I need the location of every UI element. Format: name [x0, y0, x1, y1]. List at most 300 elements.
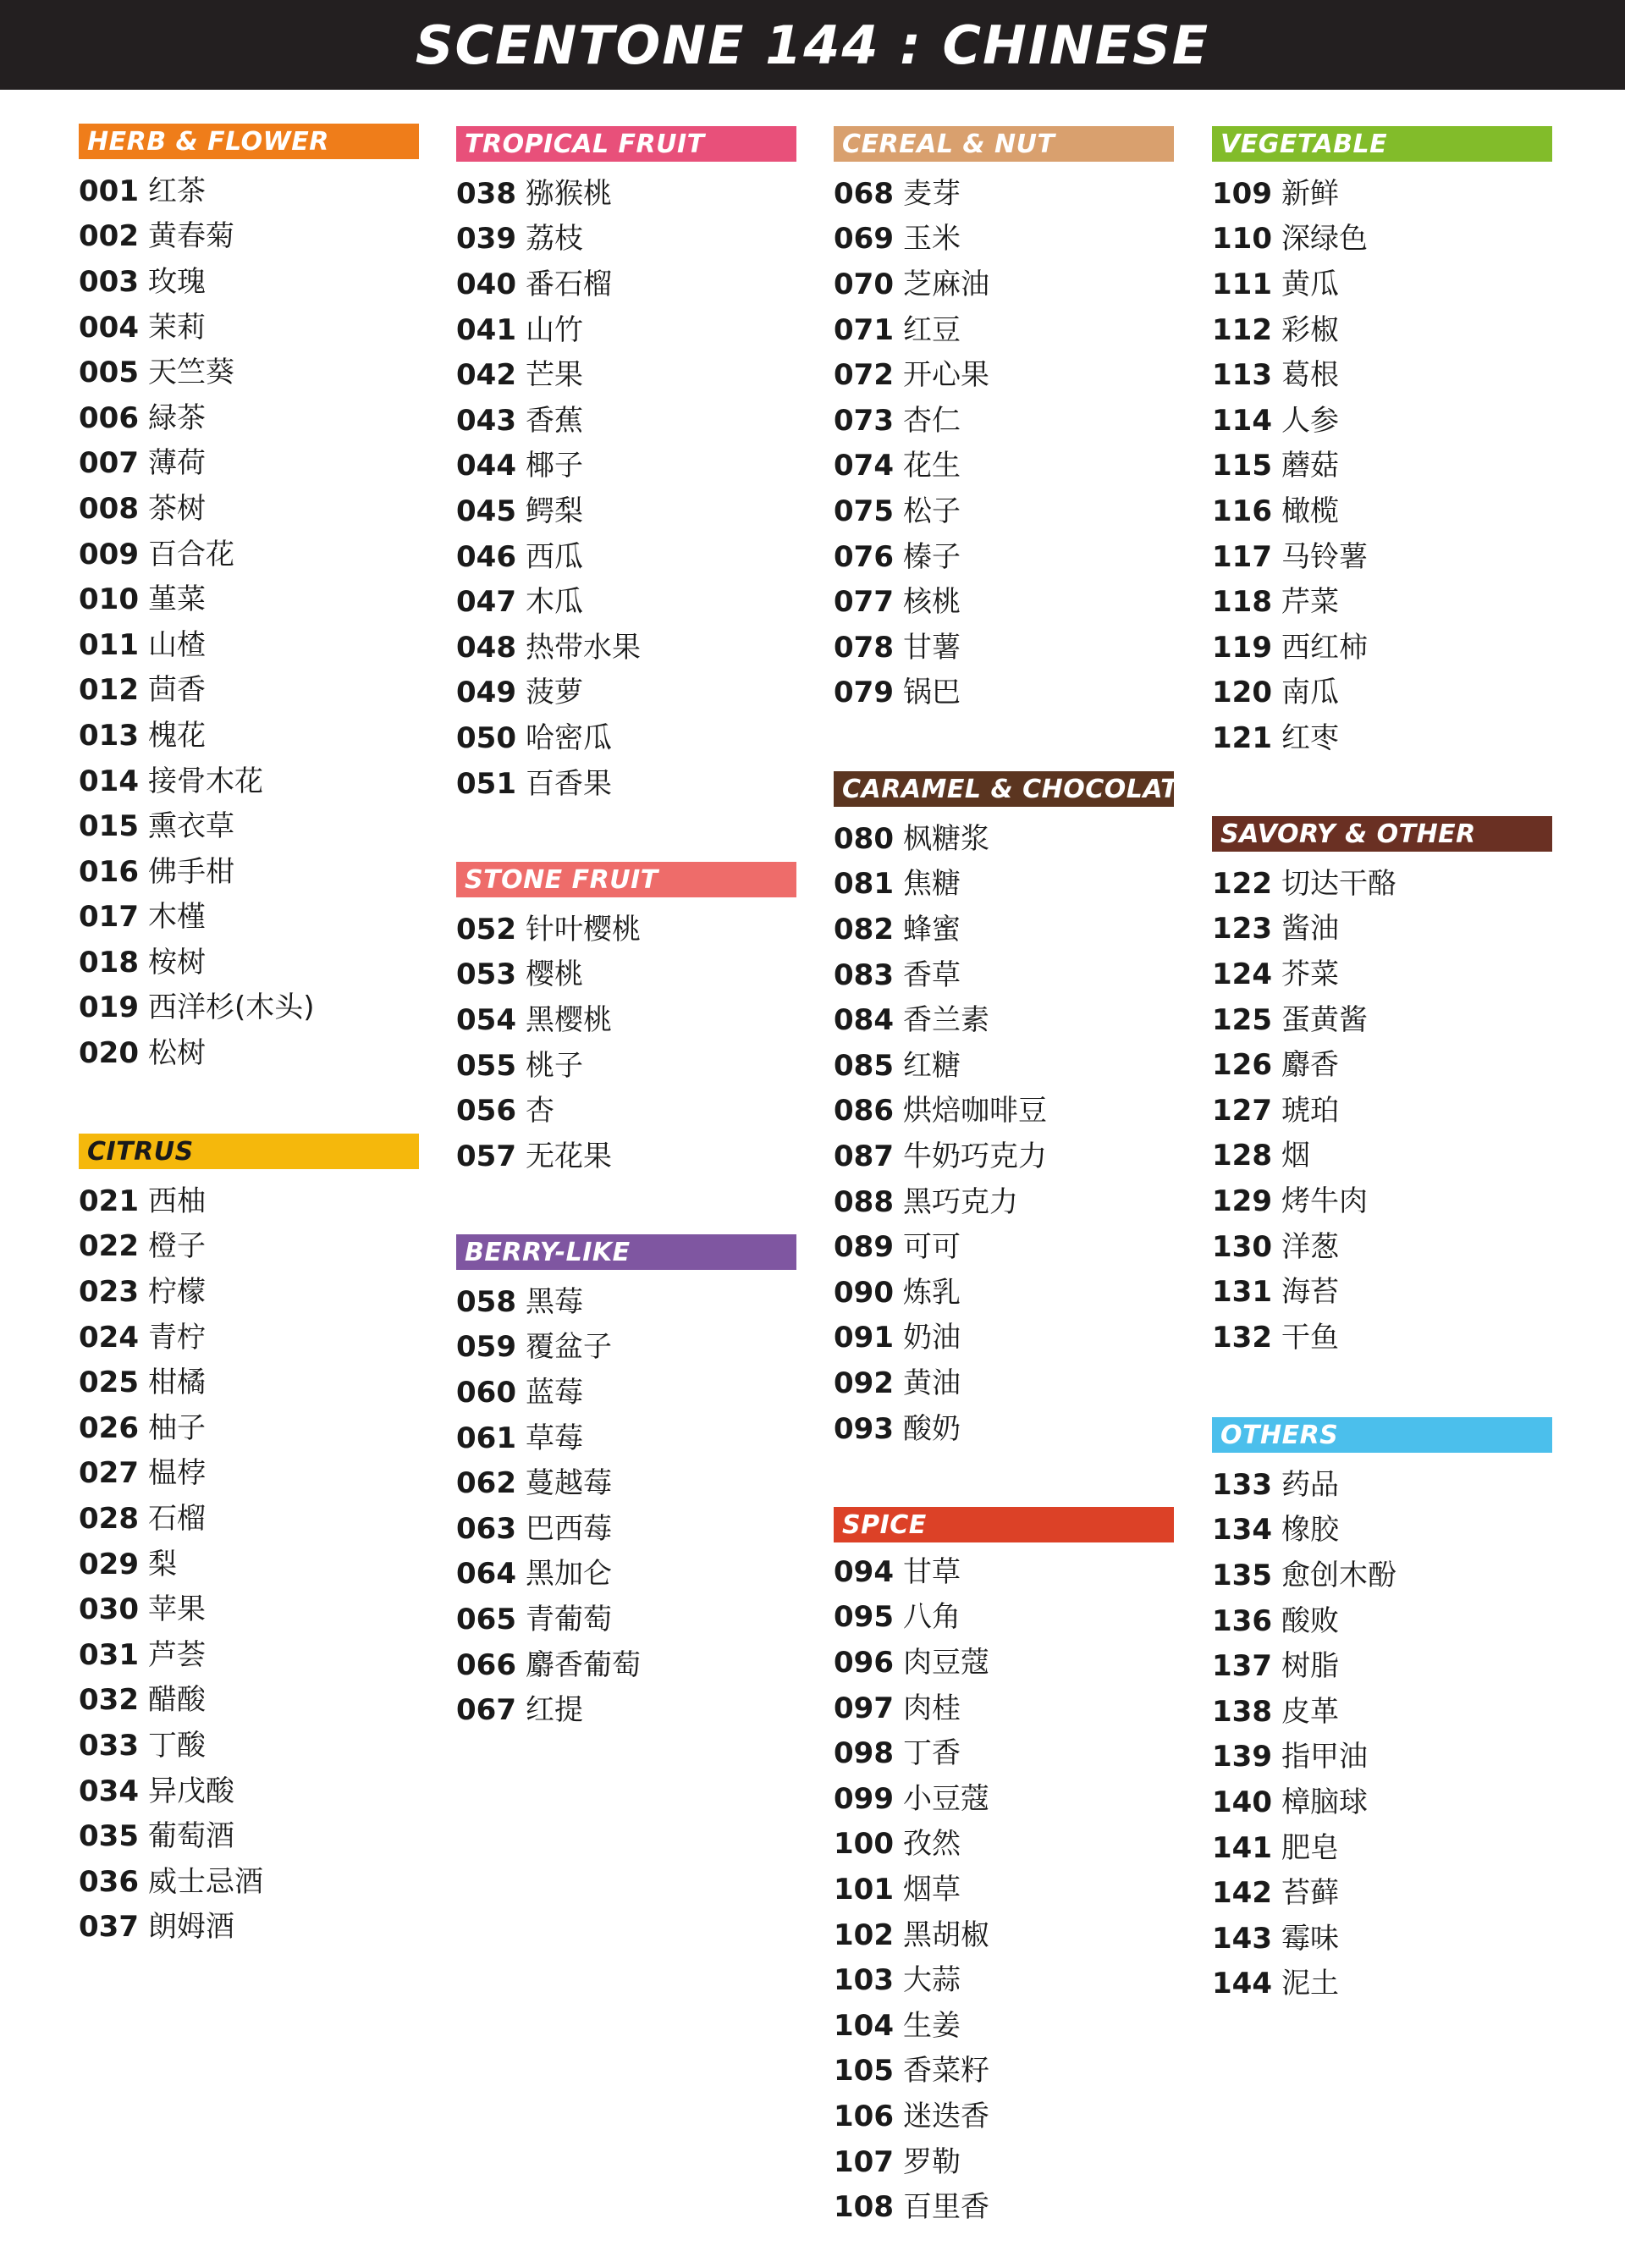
scent-name: 百合花	[148, 537, 234, 571]
scent-item	[1212, 670, 1552, 716]
scent-name: 堇菜	[148, 582, 206, 617]
scent-name: 深绿色	[1281, 222, 1368, 257]
scent-number: 053	[456, 957, 516, 992]
scent-item	[834, 1822, 1174, 1868]
scent-item	[79, 1769, 419, 1814]
section-header	[834, 1507, 1174, 1542]
scent-item	[834, 1549, 1174, 1595]
scent-item	[834, 907, 1174, 952]
scent-item	[456, 715, 796, 761]
scent-name: 百香果	[526, 766, 612, 801]
scent-name: 酱油	[1281, 912, 1339, 946]
scent-item	[79, 1723, 419, 1769]
scent-name: 黑胡椒	[903, 1918, 989, 1952]
scent-name: 黄瓜	[1281, 267, 1339, 301]
scent-item	[834, 1640, 1174, 1686]
scent-name: 无花果	[526, 1139, 612, 1173]
scent-item	[79, 849, 419, 895]
section-title: HERB & FLOWER	[87, 126, 329, 157]
scent-item	[456, 1279, 796, 1325]
scent-number: 113	[1212, 358, 1272, 393]
scent-name: 蘑菇	[1281, 449, 1339, 483]
scent-item	[834, 1730, 1174, 1776]
scent-item	[1212, 1689, 1552, 1735]
scent-number: 034	[79, 1774, 139, 1808]
scent-name: 槐花	[148, 718, 206, 753]
scent-item	[79, 168, 419, 214]
scent-name: 芥菜	[1281, 957, 1339, 991]
scent-number: 126	[1212, 1048, 1272, 1083]
scent-name: 药品	[1281, 1467, 1339, 1502]
scent-item	[79, 803, 419, 849]
scent-name: 烘焙咖啡豆	[903, 1094, 1047, 1128]
scent-item	[79, 1542, 419, 1587]
scent-name: 苹果	[148, 1592, 206, 1627]
scent-name: 山竹	[526, 312, 583, 347]
scent-item	[1212, 1916, 1552, 1962]
scent-number: 017	[79, 900, 139, 935]
scent-name: 南瓜	[1281, 676, 1339, 710]
scent-item	[834, 352, 1174, 398]
scent-number: 107	[834, 2144, 894, 2179]
scent-name: 霉味	[1281, 1921, 1339, 1956]
scent-number: 022	[79, 1229, 139, 1264]
scent-number: 119	[1212, 630, 1272, 665]
scent-number: 025	[79, 1366, 139, 1400]
scent-name: 石榴	[148, 1501, 206, 1536]
scent-number: 081	[834, 867, 894, 902]
scent-name: 芝麻油	[903, 267, 989, 301]
scent-item	[834, 1224, 1174, 1270]
scent-number: 120	[1212, 676, 1272, 710]
scent-name: 西洋杉(木头)	[148, 991, 315, 1025]
scent-item	[79, 1586, 419, 1632]
scent-name: 朗姆酒	[148, 1910, 234, 1945]
scent-number: 039	[456, 222, 516, 257]
scent-number: 072	[834, 358, 894, 393]
scent-name: 黄油	[903, 1366, 961, 1400]
scent-item	[1212, 952, 1552, 997]
scent-name: 树脂	[1281, 1649, 1339, 1684]
scent-name: 柠檬	[148, 1274, 206, 1309]
scent-list	[79, 1178, 419, 1950]
scent-number: 067	[456, 1693, 516, 1728]
scent-name: 哈密瓜	[526, 720, 612, 755]
scent-number: 096	[834, 1645, 894, 1680]
scent-item	[834, 1776, 1174, 1822]
scent-list	[1212, 861, 1552, 1360]
scent-item	[1212, 1553, 1552, 1598]
scent-name: 大蒜	[903, 1963, 961, 1998]
scent-number: 082	[834, 912, 894, 946]
scent-name: 柚子	[148, 1410, 206, 1445]
scent-item	[79, 1315, 419, 1360]
scent-item	[1212, 715, 1552, 761]
scent-item	[456, 1460, 796, 1506]
scent-number: 087	[834, 1139, 894, 1173]
scent-number: 066	[456, 1647, 516, 1682]
scent-item	[456, 217, 796, 262]
scent-number: 084	[834, 1003, 894, 1038]
scent-number: 106	[834, 2099, 894, 2133]
scent-number: 011	[79, 627, 139, 662]
scent-number: 131	[1212, 1275, 1272, 1310]
scent-number: 043	[456, 403, 516, 438]
scent-item	[79, 1224, 419, 1270]
scent-item	[834, 1595, 1174, 1641]
scent-list	[456, 907, 796, 1179]
scent-name: 炼乳	[903, 1275, 961, 1310]
scent-number: 021	[79, 1184, 139, 1218]
scent-item	[456, 997, 796, 1043]
scent-number: 005	[79, 356, 139, 390]
scent-number: 009	[79, 537, 139, 571]
scent-item	[1212, 625, 1552, 670]
scent-number: 062	[456, 1466, 516, 1501]
scent-number: 024	[79, 1320, 139, 1355]
scent-item	[834, 171, 1174, 217]
scent-name: 覆盆子	[526, 1330, 612, 1365]
scent-number: 048	[456, 630, 516, 665]
scent-item	[79, 350, 419, 395]
scent-number: 061	[456, 1421, 516, 1455]
scent-number: 115	[1212, 449, 1272, 483]
scent-item	[79, 395, 419, 441]
scent-name: 丁香	[903, 1736, 961, 1771]
scent-name: 芹菜	[1281, 585, 1339, 620]
scent-number: 037	[79, 1910, 139, 1945]
scent-name: 接骨木花	[148, 764, 263, 798]
scent-item	[834, 1134, 1174, 1179]
section-header	[456, 862, 796, 897]
scent-name: 樟脑球	[1281, 1785, 1368, 1819]
scent-name: 彩椒	[1281, 312, 1339, 347]
scent-list	[79, 168, 419, 1076]
scent-name: 甘薯	[903, 630, 961, 665]
scent-name: 蜂蜜	[903, 912, 961, 946]
scent-name: 醋酸	[148, 1683, 206, 1718]
scent-name: 锅巴	[903, 676, 961, 710]
scent-number: 123	[1212, 912, 1272, 946]
scent-item	[79, 1451, 419, 1497]
scent-name: 天竺葵	[148, 356, 234, 390]
scent-name: 葛根	[1281, 358, 1339, 393]
section-header	[79, 124, 419, 159]
scent-item	[834, 217, 1174, 262]
scent-name: 黑莓	[526, 1284, 583, 1319]
scent-name: 杏	[526, 1094, 554, 1128]
scent-number: 138	[1212, 1694, 1272, 1729]
scent-name: 迷迭香	[903, 2099, 989, 2133]
scent-name: 木槿	[148, 900, 206, 935]
scent-name: 芒果	[526, 358, 583, 393]
scent-name: 威士忌酒	[148, 1864, 263, 1899]
scent-name: 柑橘	[148, 1366, 206, 1400]
scent-name: 黑巧克力	[903, 1184, 1018, 1219]
section-herb-flower	[79, 124, 419, 1076]
scent-number: 026	[79, 1410, 139, 1445]
scent-number: 125	[1212, 1002, 1272, 1037]
scent-name: 皮革	[1281, 1694, 1339, 1729]
scent-name: 红枣	[1281, 720, 1339, 755]
scent-number: 036	[79, 1864, 139, 1899]
scent-name: 梨	[148, 1547, 177, 1581]
scent-item	[834, 952, 1174, 998]
scent-item	[79, 759, 419, 804]
section-title: CARAMEL & CHOCOLATE	[842, 774, 1197, 804]
section-title: STONE FRUIT	[465, 864, 658, 895]
scent-item	[1212, 1269, 1552, 1315]
scent-name: 百里香	[903, 2190, 989, 2225]
scent-name: 酸奶	[903, 1411, 961, 1446]
scent-name: 红豆	[903, 312, 961, 347]
scent-name: 红糖	[903, 1048, 961, 1083]
scent-number: 135	[1212, 1558, 1272, 1592]
scent-item	[834, 1270, 1174, 1316]
scent-item	[456, 952, 796, 998]
section-header	[456, 126, 796, 162]
scent-item	[834, 307, 1174, 353]
scent-item	[1212, 307, 1552, 353]
scent-item	[834, 2139, 1174, 2185]
section-cereal-nut	[834, 126, 1174, 715]
scent-name: 花生	[903, 449, 961, 483]
scent-number: 121	[1212, 720, 1272, 755]
scent-name: 甘草	[903, 1554, 961, 1589]
scent-name: 酸败	[1281, 1603, 1339, 1638]
section-header	[834, 771, 1197, 807]
scent-number: 063	[456, 1511, 516, 1546]
scent-number: 076	[834, 539, 894, 574]
scent-item	[79, 1269, 419, 1315]
scent-number: 091	[834, 1321, 894, 1355]
scent-number: 030	[79, 1592, 139, 1627]
scent-item	[1212, 398, 1552, 444]
scent-number: 093	[834, 1411, 894, 1446]
scent-name: 青葡萄	[526, 1602, 612, 1636]
scent-item	[1212, 262, 1552, 307]
section-tropical-fruit	[456, 126, 796, 806]
scent-item	[1212, 352, 1552, 398]
scent-item	[834, 1360, 1174, 1406]
scent-name: 葡萄酒	[148, 1819, 234, 1854]
scent-item	[834, 1316, 1174, 1361]
scent-name: 泥土	[1281, 1967, 1339, 2001]
scent-number: 068	[834, 176, 894, 211]
scent-name: 玫瑰	[148, 264, 206, 299]
scent-number: 132	[1212, 1320, 1272, 1355]
section-header	[1212, 126, 1552, 162]
scent-number: 035	[79, 1819, 139, 1854]
scent-item	[456, 171, 796, 217]
scent-number: 045	[456, 494, 516, 528]
scent-name: 番石榴	[526, 267, 612, 301]
scent-number: 124	[1212, 957, 1272, 991]
scent-number: 070	[834, 267, 894, 301]
scent-number: 139	[1212, 1740, 1272, 1774]
scent-item	[79, 441, 419, 487]
scent-name: 红提	[526, 1693, 583, 1728]
scent-name: 西红柿	[1281, 630, 1368, 665]
scent-number: 008	[79, 491, 139, 526]
scent-name: 松树	[148, 1036, 206, 1071]
scent-name: 蛋黄酱	[1281, 1002, 1368, 1037]
scent-number: 079	[834, 676, 894, 710]
scent-number: 040	[456, 267, 516, 301]
scent-name: 榛子	[903, 539, 961, 574]
scent-list	[1212, 1462, 1552, 2006]
scent-number: 143	[1212, 1921, 1272, 1956]
scent-item	[834, 1406, 1174, 1452]
scent-name: 丁酸	[148, 1728, 206, 1763]
scent-number: 064	[456, 1557, 516, 1592]
title-bar	[0, 0, 1625, 90]
scent-name: 香菜籽	[903, 2054, 989, 2089]
scent-number: 054	[456, 1002, 516, 1037]
scent-name: 烟草	[903, 1872, 961, 1907]
scent-item	[456, 534, 796, 580]
scent-name: 香草	[903, 957, 961, 992]
scent-number: 097	[834, 1691, 894, 1725]
scent-number: 129	[1212, 1184, 1272, 1218]
scent-number: 141	[1212, 1830, 1272, 1865]
scent-item	[1212, 171, 1552, 217]
scent-item	[834, 488, 1174, 534]
scent-name: 樱桃	[526, 957, 583, 992]
scent-item	[456, 1325, 796, 1371]
scent-item	[79, 985, 419, 1031]
scent-number: 038	[456, 176, 516, 211]
scent-item	[456, 579, 796, 625]
scent-item	[834, 625, 1174, 670]
scent-number: 033	[79, 1728, 139, 1763]
scent-name: 香兰素	[903, 1003, 989, 1038]
scent-item	[79, 1360, 419, 1405]
scent-name: 巴西莓	[526, 1511, 612, 1546]
scent-name: 罗勒	[903, 2144, 961, 2179]
scent-name: 切达干酪	[1281, 866, 1396, 901]
scent-number: 094	[834, 1554, 894, 1589]
scent-number: 142	[1212, 1876, 1272, 1911]
scent-item	[834, 997, 1174, 1043]
scent-item	[1212, 1508, 1552, 1553]
scent-number: 095	[834, 1600, 894, 1635]
scent-item	[79, 1405, 419, 1451]
scent-item	[834, 398, 1174, 444]
scent-name: 山楂	[148, 627, 206, 662]
scent-item	[834, 444, 1174, 489]
scent-name: 松子	[903, 494, 961, 528]
scent-number: 075	[834, 494, 894, 528]
scent-name: 蔓越莓	[526, 1466, 612, 1501]
scent-name: 生姜	[903, 2008, 961, 2043]
section-title: TROPICAL FRUIT	[465, 129, 705, 159]
scent-name: 牛奶巧克力	[903, 1139, 1047, 1173]
scent-number: 101	[834, 1872, 894, 1907]
scent-item	[1212, 579, 1552, 625]
scent-number: 099	[834, 1781, 894, 1816]
scent-name: 洋葱	[1281, 1229, 1339, 1264]
section-title: CEREAL & NUT	[842, 129, 1055, 159]
scent-number: 089	[834, 1230, 894, 1265]
scent-name: 新鲜	[1281, 176, 1339, 211]
scent-number: 010	[79, 582, 139, 617]
scent-item	[834, 1867, 1174, 1912]
scent-name: 薄荷	[148, 446, 206, 481]
scent-item	[834, 1912, 1174, 1958]
scent-item	[1212, 1870, 1552, 1916]
scent-name: 针叶樱桃	[526, 912, 641, 946]
scent-item	[456, 352, 796, 398]
scent-number: 077	[834, 585, 894, 620]
scent-name: 孜然	[903, 1827, 961, 1862]
scent-number: 065	[456, 1602, 516, 1636]
scent-item	[456, 1370, 796, 1415]
scent-item	[1212, 1735, 1552, 1780]
scent-name: 海苔	[1281, 1275, 1339, 1310]
scent-number: 042	[456, 358, 516, 393]
scent-item	[834, 670, 1174, 716]
scent-number: 074	[834, 449, 894, 483]
scent-name: 黄春菊	[148, 219, 234, 254]
scent-number: 137	[1212, 1649, 1272, 1684]
scent-name: 猕猴桃	[526, 176, 612, 211]
scent-list	[1212, 171, 1552, 761]
scent-number: 090	[834, 1275, 894, 1310]
section-berry-like	[456, 1234, 796, 1733]
scent-number: 122	[1212, 866, 1272, 901]
scent-item	[79, 577, 419, 622]
scent-name: 肉豆蔻	[903, 1645, 989, 1680]
scent-number: 069	[834, 222, 894, 257]
scent-name: 草莓	[526, 1421, 583, 1455]
scent-name: 肥皂	[1281, 1830, 1339, 1865]
scent-item	[456, 488, 796, 534]
scent-list	[456, 171, 796, 806]
scent-number: 020	[79, 1036, 139, 1071]
scent-item	[1212, 1962, 1552, 2007]
scent-name: 红茶	[148, 174, 206, 208]
scent-item	[456, 398, 796, 444]
scent-name: 榅桲	[148, 1456, 206, 1491]
scent-number: 110	[1212, 222, 1272, 257]
scent-number: 109	[1212, 176, 1272, 211]
scent-name: 椰子	[526, 449, 583, 483]
scent-name: 橡胶	[1281, 1513, 1339, 1548]
scent-number: 006	[79, 400, 139, 435]
scent-number: 117	[1212, 539, 1272, 574]
scent-number: 056	[456, 1094, 516, 1128]
section-header	[1212, 1417, 1552, 1453]
scent-name: 人参	[1281, 403, 1339, 438]
scent-number: 130	[1212, 1229, 1272, 1264]
section-others	[1212, 1417, 1552, 2006]
section-savory-other	[1212, 816, 1552, 1360]
scent-name: 橄榄	[1281, 494, 1339, 528]
scent-item	[456, 670, 796, 716]
scent-item	[79, 214, 419, 260]
scent-item	[79, 259, 419, 305]
scent-item	[456, 262, 796, 307]
scent-item	[834, 816, 1174, 862]
scent-name: 愈创木酚	[1281, 1558, 1396, 1592]
scent-item	[1212, 1780, 1552, 1825]
scent-name: 麝香葡萄	[526, 1647, 641, 1682]
scent-number: 023	[79, 1274, 139, 1309]
scent-number: 032	[79, 1683, 139, 1718]
scent-item	[1212, 1825, 1552, 1871]
scent-item	[1212, 217, 1552, 262]
